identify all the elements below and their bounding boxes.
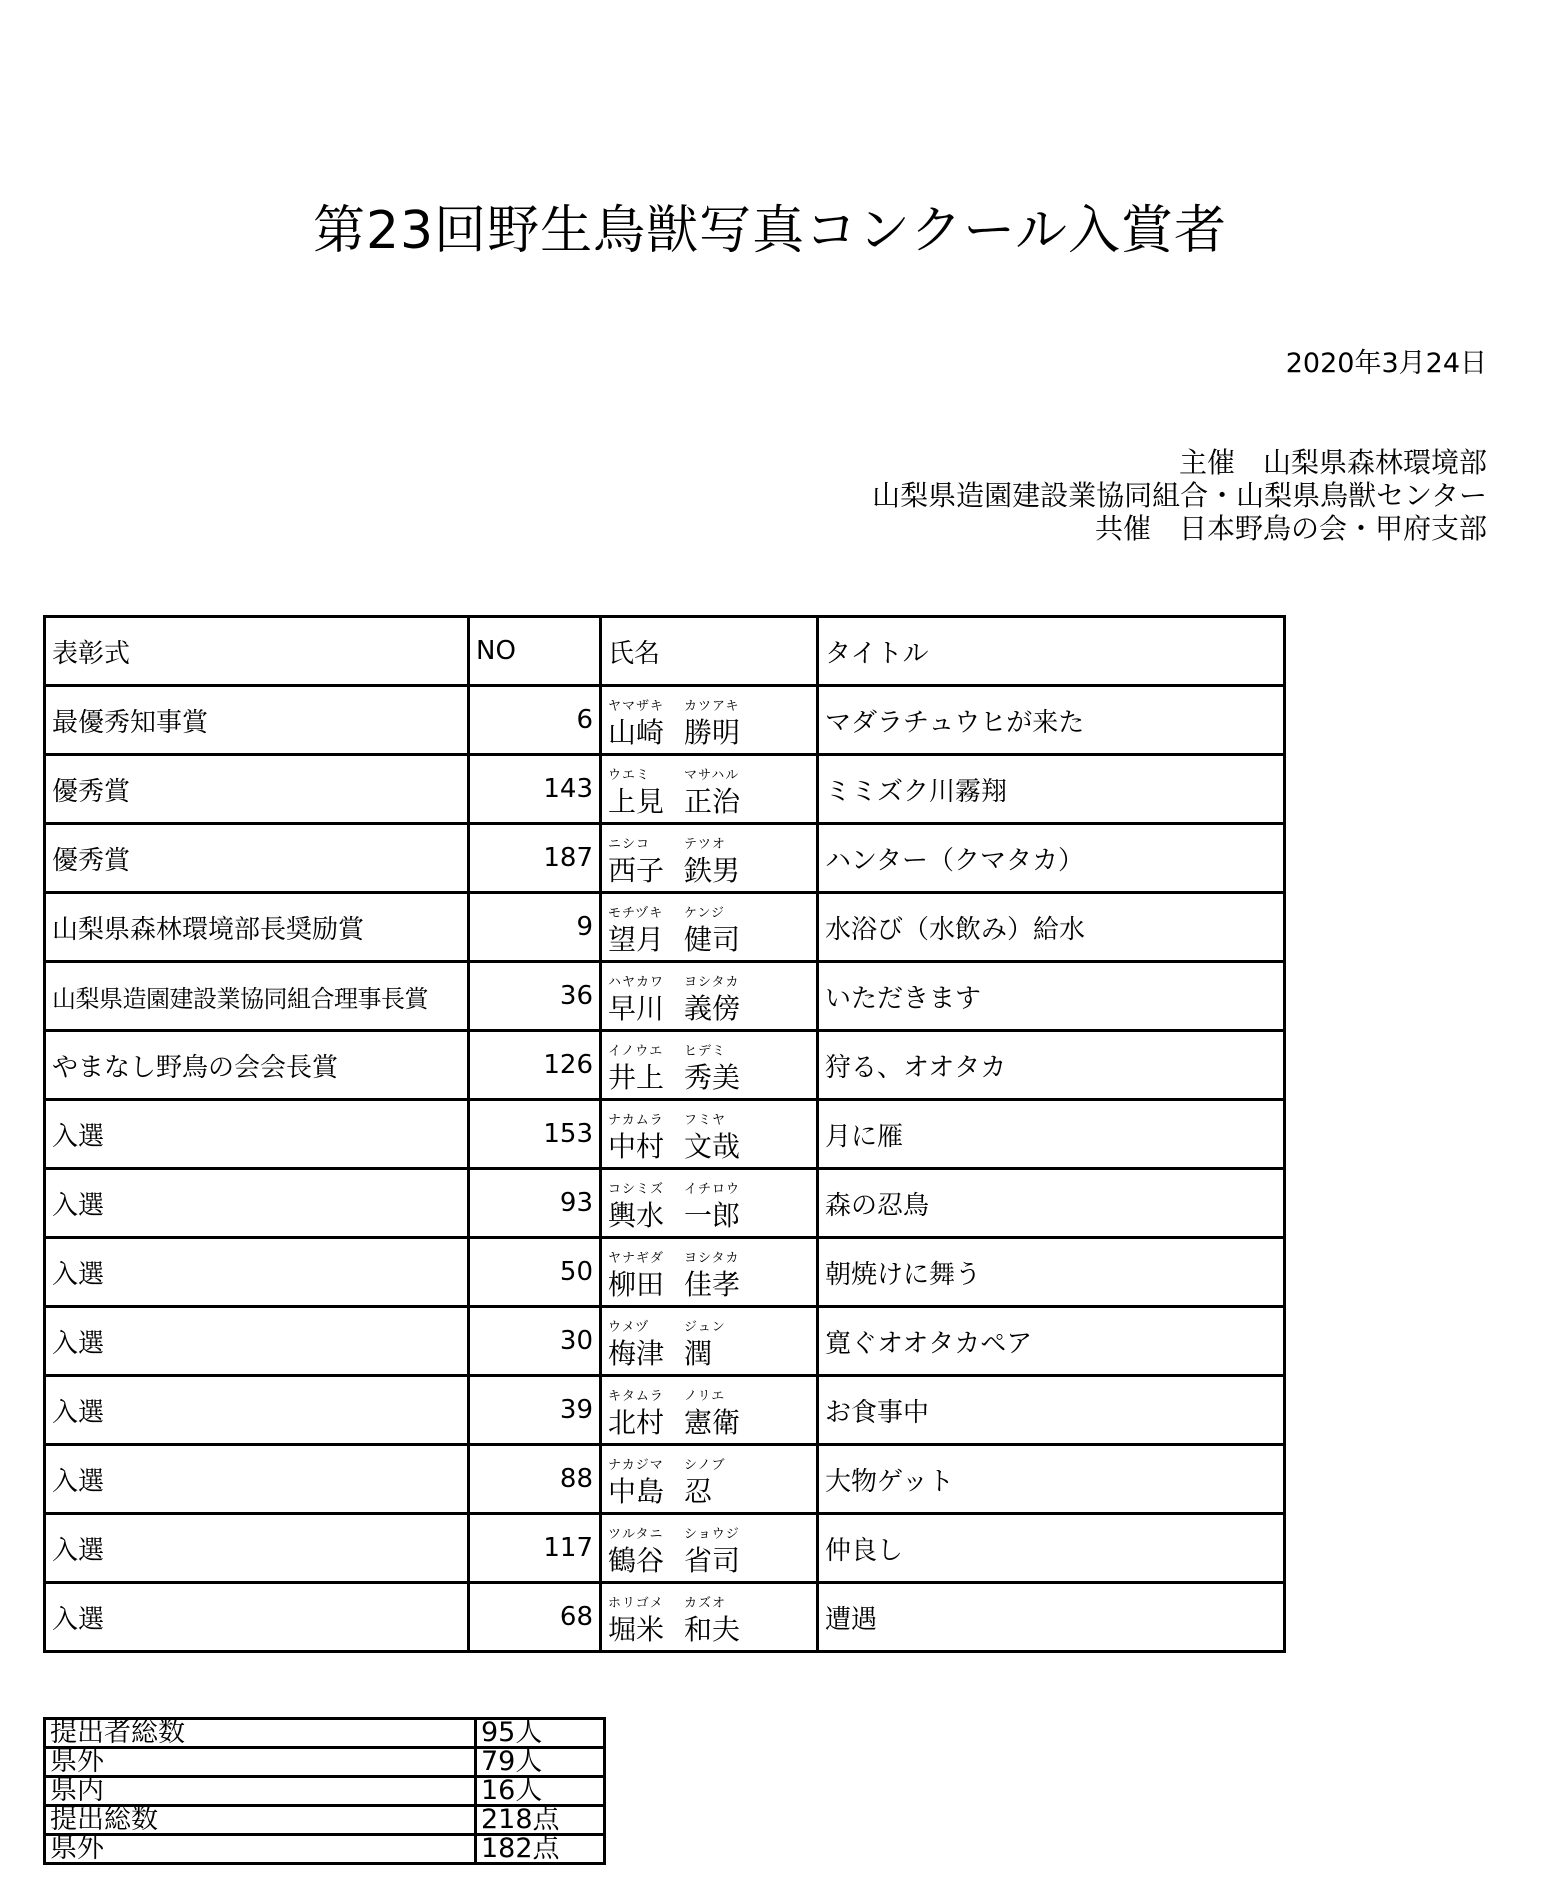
stats-label: 県外 [45,1748,476,1777]
stats-label: 県外 [45,1835,476,1864]
stats-row [45,1748,605,1777]
header-award: 表彰式 [45,617,469,686]
entry-number-cell: 36 [469,962,601,1031]
given-name-reading: フミヤ [684,1113,727,1128]
surname: 上見 [608,785,665,818]
stats-value: 79人 [476,1748,605,1777]
photo-title-cell: 狩る、オオタカ [818,1031,1285,1100]
entry-number-cell: 39 [469,1376,601,1445]
entrant-name-cell [601,1376,818,1445]
given-name-reading: テツオ [684,837,726,852]
photo-title-cell: ミミズク川霧翔 [818,755,1285,824]
entrant-name [608,758,810,820]
photo-title-cell: 遭遇 [818,1583,1285,1652]
given-name-reading: ノリエ [684,1389,726,1404]
entrant-name-cell [601,755,818,824]
entry-number-cell: 117 [469,1514,601,1583]
surname: 中島 [608,1475,665,1508]
organizer-line-cosponsor: 共催 日本野鳥の会・甲府支部 [1094,512,1487,545]
given-name: 憲衛 [684,1406,741,1439]
given-name: 鉄男 [684,854,741,887]
header-title: タイトル [818,617,1285,686]
entry-number-cell: 30 [469,1307,601,1376]
given-name-reading: ショウジ [684,1527,740,1542]
entry-number-cell: 143 [469,755,601,824]
surname: 堀米 [608,1613,665,1646]
given-name: 忍 [684,1475,713,1508]
surname-reading: コシミズ [608,1182,665,1197]
photo-title-cell: 寛ぐオオタカペア [818,1307,1285,1376]
table-row [45,1031,1285,1100]
surname: 柳田 [608,1268,665,1301]
given-name: 潤 [684,1337,713,1370]
given-name-reading: ジュン [684,1320,726,1335]
organizers-block [872,446,1487,545]
table-row [45,962,1285,1031]
entrant-name [608,1586,810,1648]
given-name: 義傍 [684,992,741,1025]
table-row [45,1376,1285,1445]
entrant-name [608,896,810,958]
award-cell: 入選 [45,1238,469,1307]
entry-number-cell: 50 [469,1238,601,1307]
surname: 北村 [608,1406,665,1439]
table-header-row [45,617,1285,686]
given-name-reading: シノブ [684,1458,726,1473]
entrant-name-cell [601,1169,818,1238]
stats-label: 提出総数 [45,1806,476,1835]
table-row [45,1583,1285,1652]
entrant-name [608,1103,810,1165]
surname-reading: ホリゴメ [608,1596,664,1611]
surname-reading: キタムラ [608,1389,664,1404]
given-name-reading: ケンジ [684,906,726,921]
entry-number-cell: 187 [469,824,601,893]
given-name: 文哉 [684,1130,741,1163]
entry-number-cell: 9 [469,893,601,962]
surname-reading: ウメヅ [608,1320,650,1335]
photo-title-cell: 水浴び（水飲み）給水 [818,893,1285,962]
award-cell: 入選 [45,1376,469,1445]
award-cell: 入選 [45,1100,469,1169]
award-cell: やまなし野鳥の会会長賞 [45,1031,469,1100]
given-name: 省司 [684,1544,741,1577]
given-name-reading: カツアキ [684,699,740,714]
entrant-name-cell [601,1100,818,1169]
surname-reading: ハヤカワ [608,975,665,990]
stats-value: 95人 [476,1719,605,1748]
surname-reading: イノウエ [608,1044,664,1059]
award-cell: 入選 [45,1514,469,1583]
surname: 梅津 [608,1337,665,1370]
table-row [45,1100,1285,1169]
entrant-name [608,1517,810,1579]
winners-table [43,615,1286,1653]
award-cell: 入選 [45,1307,469,1376]
organizer-line-cohost-union: 山梨県造園建設業協同組合・山梨県鳥獣センター [872,479,1487,512]
stats-label: 県内 [45,1777,476,1806]
surname-reading: ニシコ [608,837,651,852]
given-name-reading: イチロウ [684,1182,741,1197]
table-row [45,755,1285,824]
entrant-name-cell [601,824,818,893]
photo-title-cell: 月に雁 [818,1100,1285,1169]
table-row [45,1238,1285,1307]
given-name: 健司 [684,923,741,956]
photo-title-cell: いただきます [818,962,1285,1031]
stats-label: 提出者総数 [45,1719,476,1748]
entrant-name-cell [601,686,818,755]
surname: 輿水 [608,1199,665,1232]
entrant-name-cell [601,962,818,1031]
surname: 井上 [608,1061,665,1094]
table-row [45,1169,1285,1238]
table-row [45,1514,1285,1583]
photo-title-cell: ハンター（クマタカ） [818,824,1285,893]
table-row [45,686,1285,755]
entrant-name-cell [601,1307,818,1376]
award-cell: 入選 [45,1583,469,1652]
award-cell: 優秀賞 [45,824,469,893]
surname: 望月 [608,923,665,956]
entrant-name [608,827,810,889]
entrant-name-cell [601,1514,818,1583]
stats-row [45,1719,605,1748]
surname-reading: ツルタニ [608,1527,664,1542]
entrant-name [608,1448,810,1510]
entrant-name [608,1310,810,1372]
surname-reading: ヤナギダ [608,1251,664,1266]
surname: 山崎 [608,716,665,749]
surname-reading: ナカムラ [608,1113,664,1128]
given-name: 佳孝 [684,1268,741,1301]
given-name-reading: マサハル [684,768,740,783]
given-name-reading: ヒデミ [684,1044,727,1059]
photo-title-cell: 朝焼けに舞う [818,1238,1285,1307]
entrant-name-cell [601,1238,818,1307]
entrant-name [608,1241,810,1303]
organizer-line-host: 主催 山梨県森林環境部 [1178,446,1487,479]
given-name: 秀美 [684,1061,741,1094]
entrant-name [608,965,810,1027]
page-title: 第23回野生鳥獣写真コンクール入賞者 [312,201,1228,261]
stats-row [45,1806,605,1835]
stats-row [45,1835,605,1864]
entrant-name [608,1172,810,1234]
photo-title-cell: 大物ゲット [818,1445,1285,1514]
surname-reading: ナカジマ [608,1458,664,1473]
surname-reading: モチヅキ [608,906,664,921]
photo-title-cell: お食事中 [818,1376,1285,1445]
entrant-name-cell [601,1445,818,1514]
award-cell: 入選 [45,1445,469,1514]
entrant-name [608,1379,810,1441]
given-name: 勝明 [684,716,741,749]
award-cell: 入選 [45,1169,469,1238]
stats-row [45,1777,605,1806]
surname-reading: ヤマザキ [608,699,665,714]
table-row [45,893,1285,962]
table-row [45,1445,1285,1514]
given-name-reading: カズオ [684,1596,727,1611]
entry-number-cell: 93 [469,1169,601,1238]
surname: 早川 [608,992,665,1025]
surname-reading: ウエミ [608,768,651,783]
entry-number-cell: 6 [469,686,601,755]
submission-stats-table [43,1717,606,1865]
header-no: NO [469,617,601,686]
entrant-name-cell [601,1031,818,1100]
given-name-reading: ヨシタカ [684,975,740,990]
entrant-name-cell [601,893,818,962]
surname: 鶴谷 [608,1544,665,1577]
surname: 中村 [608,1130,665,1163]
stats-value: 218点 [476,1806,605,1835]
photo-title-cell: マダラチュウヒが来た [818,686,1285,755]
stats-value: 16人 [476,1777,605,1806]
entrant-name [608,689,810,751]
photo-title-cell: 仲良し [818,1514,1285,1583]
given-name-reading: ヨシタカ [684,1251,740,1266]
surname: 西子 [608,854,665,887]
stats-value: 182点 [476,1835,605,1864]
entrant-name [608,1034,810,1096]
entry-number-cell: 126 [469,1031,601,1100]
entry-number-cell: 68 [469,1583,601,1652]
entrant-name-cell [601,1583,818,1652]
entry-number-cell: 153 [469,1100,601,1169]
header-name: 氏名 [601,617,818,686]
award-cell: 優秀賞 [45,755,469,824]
award-cell: 山梨県造園建設業協同組合理事長賞 [45,962,469,1031]
given-name: 和夫 [684,1613,741,1646]
table-row [45,1307,1285,1376]
given-name: 一郎 [684,1199,741,1232]
given-name: 正治 [684,785,741,818]
table-row [45,824,1285,893]
award-cell: 最優秀知事賞 [45,686,469,755]
document-date: 2020年3月24日 [1285,348,1487,379]
entry-number-cell: 88 [469,1445,601,1514]
photo-title-cell: 森の忍鳥 [818,1169,1285,1238]
award-cell: 山梨県森林環境部長奨励賞 [45,893,469,962]
